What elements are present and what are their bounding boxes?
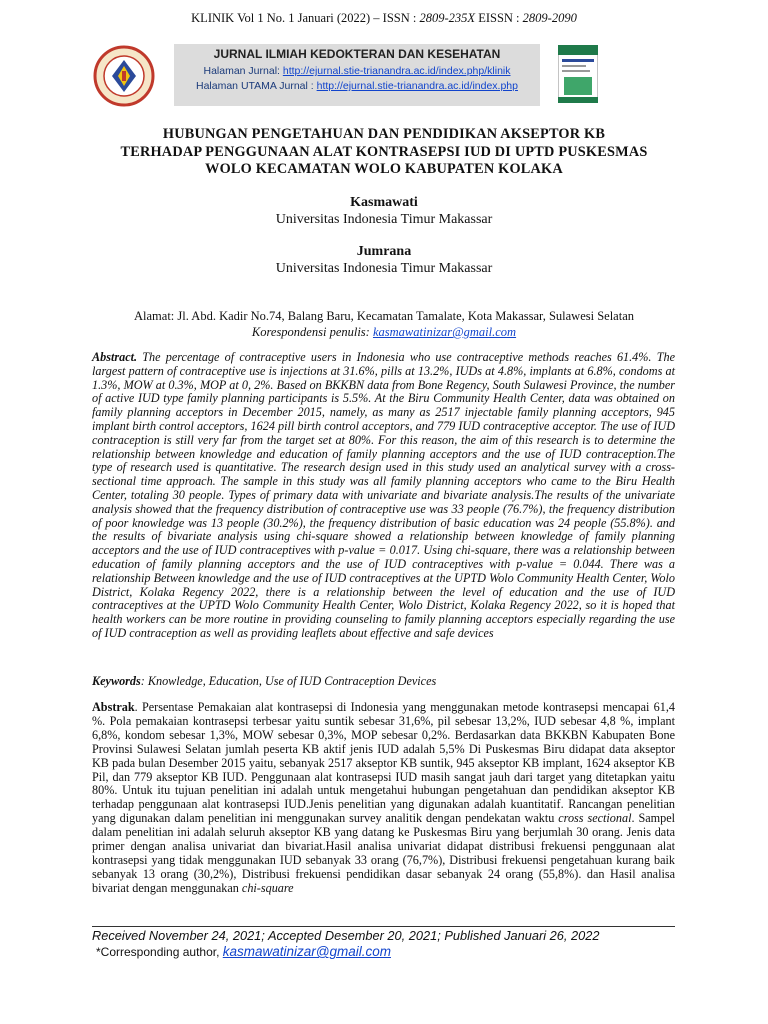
running-head: KLINIK Vol 1 No. 1 Januari (2022) – ISSN : 2809-235X EISSN : 2809-2090 — [191, 11, 577, 25]
journal-page-link[interactable]: http://ejurnal.stie-trianandra.ac.id/index.php/klinik — [282, 65, 511, 77]
received-dates: Received November 24, 2021; Accepted Desember 20, 2021; Published Januari 26, 2022 — [92, 928, 600, 943]
main-page-line: Halaman UTAMA Jurnal : http://ejurnal.stie-trianandra.ac.id/index.php — [196, 80, 518, 92]
eissn: 2809-2090 — [522, 11, 577, 25]
corresponding-author: *Corresponding author, kasmawatinizar@gmail.com — [96, 944, 391, 959]
author-name: Jumrana — [356, 244, 412, 259]
author-name: Kasmawati — [350, 195, 418, 210]
main-page-link[interactable]: http://ejurnal.stie-trianandra.ac.id/index.php — [316, 80, 518, 92]
correspondence: Korespondensi penulis: kasmawatinizar@gmail.com — [251, 325, 517, 339]
author-affiliation: Universitas Indonesia Timur Makassar — [275, 212, 493, 227]
keywords: Keywords: Knowledge, Education, Use of IUD Contraception Devices — [92, 674, 437, 688]
abstract-english: Abstract. The percentage of contraceptive users in Indonesia who use contraceptive methods reaches 61.4%. The largest pattern of contraceptive use is injections at 31.6%, pills at 13.2%, IUDs at 4.8%, implants at 6.8%, condoms at 1.3%, MOW at 0.3%, MOP at 0, 2%. Based on BKKBN data from Bone Regency, South Sulawesi Province, the number of active IUD type family planning participants is 5.5%. At the Biru Community Health Center, data was obtained on family planning acceptors in December 2015, namely, as many as 2517 injectable family planning acceptors, 945 implant birth control acceptors, 1624 pill birth control acceptors, and 779 IUD contraceptive acceptor. The use of IUD contraception is still very far from the target set at 80%. For this reason, the aim of this research is to determine the relationship between knowledge and education of family planning acceptors and the use of IUD contraception.The type of research used is quantitative. The research design used in this study used an analytical survey with a cross-sectional time approach. The sample in this study was all family planning acceptors who came to the Biru Health Center, totaling 30 people. Types of primary data with univariate and bivariate analysis.The results of the univariate analysis showed that the frequency distribution of contraceptive use was 33 people (76.7%), the frequency distribution of poor knowledge was 13 people (30.2%), the frequency distribution of basic education was 24 people (55.8%). and the results of bivariate analysis using chi-square showed a relationship between knowledge of family planning acceptors and the use of IUD contraceptives with p-value = 0.017. Using chi-square, there was a relationship between education of family planning acceptors and the use of IUD contraceptives with p-value = 0.044. There was a relationship Between knowledge and the use of IUD contraceptives at the UPTD Wolo Community Health Center, Wolo District, Kolaka Regency 2022, there is a relationship between the level of education and the use of IUD contraceptives at the UPTD Wolo Community Health Center, Wolo District, Kolaka Regency 2022, so it is hoped that health workers can be more routine in providing counseling to family planning acceptors especially regarding the use of IUD contraception as well as providing leaflets about effective and safe devices — [92, 350, 675, 640]
correspondence-email-link[interactable]: kasmawatinizar@gmail.com — [372, 325, 517, 339]
abstract-label: Abstract. — [92, 350, 138, 364]
author-affiliation: Universitas Indonesia Timur Makassar — [275, 261, 493, 276]
abstrak-label: Abstrak — [92, 700, 135, 714]
institution-logo — [93, 45, 155, 107]
footer-divider — [92, 926, 675, 927]
journal-name: JURNAL ILMIAH KEDOKTERAN DAN KESEHATAN — [213, 47, 501, 61]
journal-cover-image — [558, 45, 598, 103]
corresponding-email-link[interactable]: kasmawatinizar@gmail.com — [222, 944, 391, 959]
paper-title: HUBUNGAN PENGETAHUAN DAN PENDIDIKAN AKSEPTOR KB TERHADAP PENGGUNAAN ALAT KONTRASEPSI IUD DI UPTD PUSKESMAS WOLO KECAMATAN WOLO KABUPATEN KOLAKA — [120, 126, 648, 177]
abstract-indonesian: Abstrak. Persentase Pemakaian alat kontrasepsi di Indonesia yang menggunakan metode kontrasepsi mencapai 61,4 %. Pola pemakaian kontrasepsi terbesar yaitu suntik sebesar 31,6%, pil sebesar 13,2%, IUD sebesar 4,8 %, implant 6,8%, kondom sebesar 1,3%, MOW sebesar 0,3%, MOP sebesar 0,2%. Berdasarkan data BKKBN Kabupaten Bone Provinsi Sulawesi Selatan jumlah peserta KB aktif jenis IUD adalah 5,5% Di Puskesmas Biru didapat data akseptor KB pada bulan Desember 2015 yaitu, sebanyak 2517 akseptor KB suntik, 945 akseptor KB implant, 1624 akseptor KB Pil, dan 779 akseptor KB IUD. Penggunaan alat kontrasepsi IUD masih sangat jauh dari target yang ditetapkan yaitu 80%. Untuk itu tujuan penelitian ini adalah untuk mengetahui hubungan pengetahuan dan pendidikan akseptor KB terhadap penggunaan alat kontrasepsi IUD.Jenis penelitian yang digunakan adalah kuantitatif. Rancangan penelitian yang digunakan dalam penelitian ini menggunakan survey analitik dengan pendekatan waktu cross sectional. Sampel dalam penelitian ini adalah seluruh akseptor KB yang datang ke Puskesmas Biru yang berjumlah 30 orang. Jenis data primer dengan analisa univariat dan bivariat.Hasil analisa univariat didapat distribusi frekuensi penggunaan alat kontrasepsi yang tidak menggunakan IUD sebanyak 33 orang (76,7%), Distribusi frekuensi pengetahuan kurang baik sebanyak 13 orang (30,2%), Distribusi frekuensi pendidikan dasar sebanyak 24 orang (55,8%). dan Hasil analisa bivariat dengan menggunakan chi-square — [92, 700, 676, 895]
journal-page-line: Halaman Jurnal: http://ejurnal.stie-trianandra.ac.id/index.php/klinik — [203, 65, 511, 77]
author-address: Alamat: Jl. Abd. Kadir No.74, Balang Baru, Kecamatan Tamalate, Kota Makassar, Sulawesi Selatan — [134, 309, 634, 323]
issn: 2809-235X — [419, 11, 476, 25]
